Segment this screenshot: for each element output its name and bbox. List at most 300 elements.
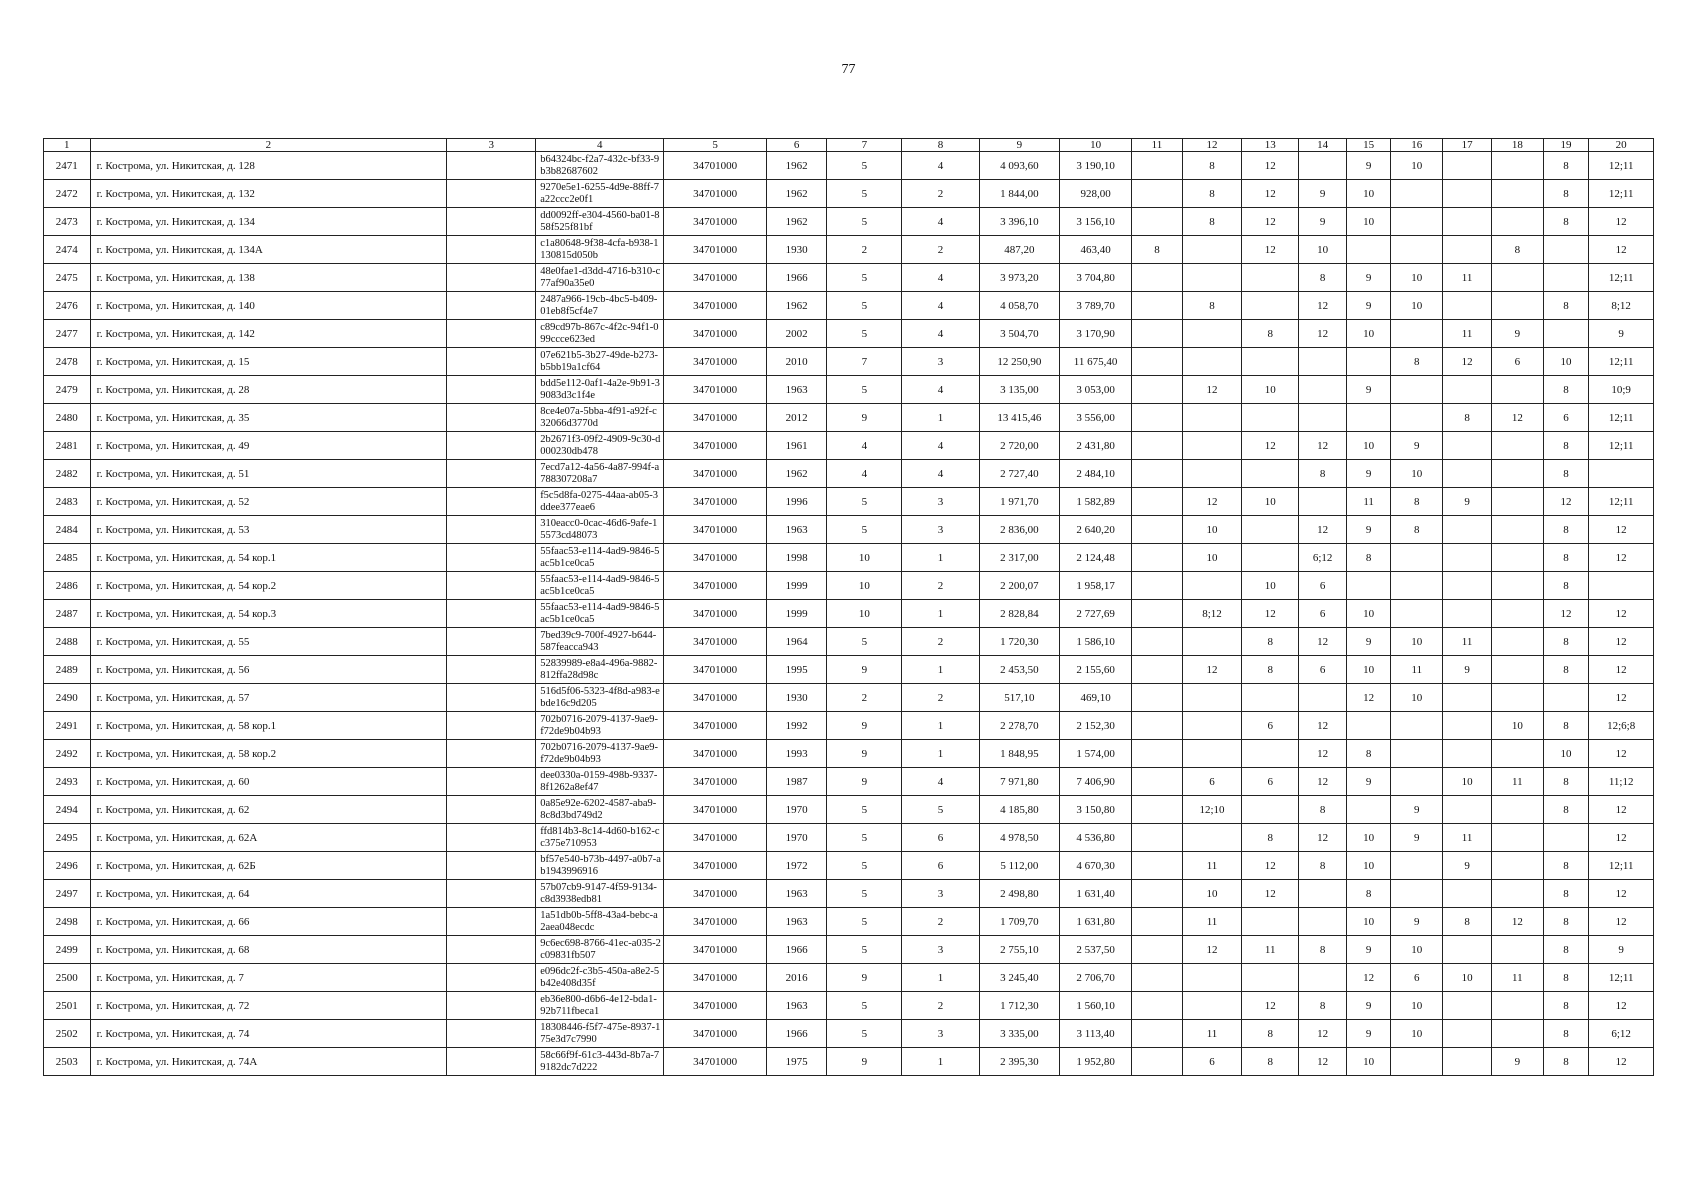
col14-cell: 12	[1299, 824, 1347, 852]
table-row	[44, 404, 1654, 432]
col19-cell: 6	[1543, 404, 1589, 432]
oktmo-cell: 34701000	[664, 712, 767, 740]
housing-register-table-wrapper	[43, 138, 1654, 1076]
floors-cell: 5	[827, 320, 902, 348]
entrances-cell: 4	[902, 292, 979, 320]
guid-cell: bf57e540-b73b-4497-a0b7-ab1943996916	[536, 852, 664, 880]
col16-cell	[1391, 236, 1443, 264]
table-row	[44, 152, 1654, 180]
oktmo-cell: 34701000	[664, 796, 767, 824]
floors-cell: 9	[827, 768, 902, 796]
col16-cell: 10	[1391, 628, 1443, 656]
col18-cell	[1491, 936, 1543, 964]
address-cell: г. Кострома, ул. Никитская, д. 49	[90, 432, 447, 460]
table-row	[44, 600, 1654, 628]
address-cell: г. Кострома, ул. Никитская, д. 140	[90, 292, 447, 320]
oktmo-cell: 34701000	[664, 152, 767, 180]
column-header-11: 11	[1132, 139, 1183, 152]
table-row	[44, 908, 1654, 936]
floors-cell: 9	[827, 964, 902, 992]
col17-cell	[1443, 180, 1492, 208]
col11-cell	[1132, 180, 1183, 208]
col12-cell	[1182, 460, 1241, 488]
col20-cell: 11;12	[1589, 768, 1654, 796]
col3-cell	[447, 208, 536, 236]
col15-cell	[1346, 712, 1390, 740]
col15-cell	[1346, 348, 1390, 376]
col11-cell	[1132, 628, 1183, 656]
col15-cell: 10	[1346, 1048, 1390, 1076]
row-number-cell: 2485	[44, 544, 91, 572]
year-cell: 1972	[766, 852, 826, 880]
col19-cell: 8	[1543, 936, 1589, 964]
col18-cell	[1491, 180, 1543, 208]
col16-cell	[1391, 1048, 1443, 1076]
guid-cell: 18308446-f5f7-475e-8937-175e3d7c7990	[536, 1020, 664, 1048]
entrances-cell: 4	[902, 264, 979, 292]
total-area-cell: 1 844,00	[979, 180, 1059, 208]
year-cell: 1962	[766, 152, 826, 180]
year-cell: 1962	[766, 180, 826, 208]
living-area-cell: 1 582,89	[1060, 488, 1132, 516]
floors-cell: 5	[827, 516, 902, 544]
col13-cell: 8	[1242, 1048, 1299, 1076]
col14-cell: 8	[1299, 992, 1347, 1020]
col18-cell: 11	[1491, 964, 1543, 992]
col18-cell	[1491, 292, 1543, 320]
col16-cell: 8	[1391, 488, 1443, 516]
row-number-cell: 2476	[44, 292, 91, 320]
col14-cell: 12	[1299, 628, 1347, 656]
col17-cell	[1443, 992, 1492, 1020]
year-cell: 2016	[766, 964, 826, 992]
row-number-cell: 2486	[44, 572, 91, 600]
address-cell: г. Кострома, ул. Никитская, д. 138	[90, 264, 447, 292]
col14-cell: 9	[1299, 180, 1347, 208]
col12-cell: 8	[1182, 208, 1241, 236]
col16-cell	[1391, 880, 1443, 908]
col13-cell	[1242, 264, 1299, 292]
col14-cell	[1299, 880, 1347, 908]
col16-cell: 10	[1391, 460, 1443, 488]
col14-cell: 6	[1299, 600, 1347, 628]
table-row	[44, 376, 1654, 404]
column-header-3: 3	[447, 139, 536, 152]
col20-cell: 12	[1589, 600, 1654, 628]
living-area-cell: 2 152,30	[1060, 712, 1132, 740]
col15-cell	[1346, 236, 1390, 264]
col12-cell: 6	[1182, 768, 1241, 796]
row-number-cell: 2488	[44, 628, 91, 656]
column-header-8: 8	[902, 139, 979, 152]
col14-cell	[1299, 684, 1347, 712]
total-area-cell: 2 828,84	[979, 600, 1059, 628]
col17-cell	[1443, 208, 1492, 236]
col14-cell: 8	[1299, 796, 1347, 824]
col11-cell	[1132, 516, 1183, 544]
col18-cell: 8	[1491, 236, 1543, 264]
col11-cell	[1132, 936, 1183, 964]
address-cell: г. Кострома, ул. Никитская, д. 54 кор.1	[90, 544, 447, 572]
col19-cell: 8	[1543, 460, 1589, 488]
col16-cell: 6	[1391, 964, 1443, 992]
column-header-19: 19	[1543, 139, 1589, 152]
table-row	[44, 796, 1654, 824]
guid-cell: 57b07cb9-9147-4f59-9134-c8d3938edb81	[536, 880, 664, 908]
col17-cell: 11	[1443, 824, 1492, 852]
col3-cell	[447, 908, 536, 936]
col20-cell: 12;11	[1589, 152, 1654, 180]
col17-cell	[1443, 740, 1492, 768]
col18-cell	[1491, 628, 1543, 656]
guid-cell: 55faac53-e114-4ad9-9846-5ac5b1ce0ca5	[536, 544, 664, 572]
col3-cell	[447, 1048, 536, 1076]
col20-cell: 12	[1589, 1048, 1654, 1076]
guid-cell: 52839989-e8a4-496a-9882-812ffa28d98c	[536, 656, 664, 684]
col11-cell	[1132, 852, 1183, 880]
guid-cell: 7ecd7a12-4a56-4a87-994f-a788307208a7	[536, 460, 664, 488]
year-cell: 1961	[766, 432, 826, 460]
entrances-cell: 3	[902, 488, 979, 516]
col16-cell	[1391, 544, 1443, 572]
col20-cell: 12	[1589, 656, 1654, 684]
row-number-cell: 2482	[44, 460, 91, 488]
col19-cell: 8	[1543, 208, 1589, 236]
year-cell: 1963	[766, 880, 826, 908]
col3-cell	[447, 1020, 536, 1048]
col14-cell: 6	[1299, 656, 1347, 684]
entrances-cell: 1	[902, 740, 979, 768]
col15-cell: 9	[1346, 292, 1390, 320]
address-cell: г. Кострома, ул. Никитская, д. 15	[90, 348, 447, 376]
col3-cell	[447, 656, 536, 684]
table-row	[44, 992, 1654, 1020]
entrances-cell: 6	[902, 824, 979, 852]
column-header-20: 20	[1589, 139, 1654, 152]
col18-cell	[1491, 432, 1543, 460]
floors-cell: 10	[827, 544, 902, 572]
oktmo-cell: 34701000	[664, 992, 767, 1020]
col11-cell	[1132, 992, 1183, 1020]
col14-cell: 10	[1299, 236, 1347, 264]
col17-cell: 10	[1443, 768, 1492, 796]
guid-cell: 702b0716-2079-4137-9ae9-f72de9b04b93	[536, 712, 664, 740]
total-area-cell: 3 245,40	[979, 964, 1059, 992]
col13-cell: 8	[1242, 824, 1299, 852]
address-cell: г. Кострома, ул. Никитская, д. 58 кор.1	[90, 712, 447, 740]
col20-cell: 12;11	[1589, 488, 1654, 516]
col3-cell	[447, 824, 536, 852]
guid-cell: bdd5e112-0af1-4a2e-9b91-39083d3c1f4e	[536, 376, 664, 404]
address-cell: г. Кострома, ул. Никитская, д. 62Б	[90, 852, 447, 880]
row-number-cell: 2472	[44, 180, 91, 208]
entrances-cell: 6	[902, 852, 979, 880]
total-area-cell: 1 720,30	[979, 628, 1059, 656]
living-area-cell: 1 560,10	[1060, 992, 1132, 1020]
entrances-cell: 1	[902, 544, 979, 572]
floors-cell: 2	[827, 684, 902, 712]
year-cell: 1970	[766, 824, 826, 852]
col13-cell: 11	[1242, 936, 1299, 964]
col12-cell	[1182, 824, 1241, 852]
guid-cell: 55faac53-e114-4ad9-9846-5ac5b1ce0ca5	[536, 572, 664, 600]
col18-cell	[1491, 544, 1543, 572]
col16-cell	[1391, 180, 1443, 208]
col20-cell: 12;11	[1589, 964, 1654, 992]
living-area-cell: 463,40	[1060, 236, 1132, 264]
col15-cell: 10	[1346, 656, 1390, 684]
floors-cell: 9	[827, 740, 902, 768]
col15-cell: 8	[1346, 880, 1390, 908]
row-number-cell: 2477	[44, 320, 91, 348]
col14-cell: 12	[1299, 320, 1347, 348]
col17-cell	[1443, 1048, 1492, 1076]
col15-cell: 9	[1346, 768, 1390, 796]
year-cell: 1963	[766, 992, 826, 1020]
entrances-cell: 4	[902, 432, 979, 460]
entrances-cell: 1	[902, 1048, 979, 1076]
col3-cell	[447, 516, 536, 544]
col13-cell: 12	[1242, 852, 1299, 880]
col12-cell	[1182, 404, 1241, 432]
col20-cell	[1589, 572, 1654, 600]
column-header-17: 17	[1443, 139, 1492, 152]
col3-cell	[447, 488, 536, 516]
col19-cell	[1543, 236, 1589, 264]
row-number-cell: 2490	[44, 684, 91, 712]
guid-cell: 58c66f9f-61c3-443d-8b7a-79182dc7d222	[536, 1048, 664, 1076]
col19-cell: 10	[1543, 740, 1589, 768]
col14-cell	[1299, 152, 1347, 180]
row-number-cell: 2483	[44, 488, 91, 516]
table-row	[44, 1048, 1654, 1076]
living-area-cell: 1 631,40	[1060, 880, 1132, 908]
col12-cell: 8	[1182, 292, 1241, 320]
col20-cell: 12;11	[1589, 852, 1654, 880]
col20-cell: 12	[1589, 236, 1654, 264]
col3-cell	[447, 936, 536, 964]
col19-cell: 8	[1543, 292, 1589, 320]
row-number-cell: 2495	[44, 824, 91, 852]
total-area-cell: 4 978,50	[979, 824, 1059, 852]
entrances-cell: 2	[902, 180, 979, 208]
col18-cell	[1491, 880, 1543, 908]
total-area-cell: 3 335,00	[979, 1020, 1059, 1048]
col17-cell: 11	[1443, 628, 1492, 656]
row-number-cell: 2473	[44, 208, 91, 236]
col11-cell	[1132, 264, 1183, 292]
col16-cell	[1391, 208, 1443, 236]
col19-cell: 8	[1543, 572, 1589, 600]
oktmo-cell: 34701000	[664, 572, 767, 600]
col17-cell	[1443, 936, 1492, 964]
total-area-cell: 2 453,50	[979, 656, 1059, 684]
total-area-cell: 2 727,40	[979, 460, 1059, 488]
page-number: 77	[841, 62, 856, 77]
total-area-cell: 3 396,10	[979, 208, 1059, 236]
col17-cell	[1443, 516, 1492, 544]
col13-cell: 12	[1242, 880, 1299, 908]
entrances-cell: 3	[902, 880, 979, 908]
entrances-cell: 4	[902, 152, 979, 180]
col19-cell: 8	[1543, 516, 1589, 544]
col19-cell: 8	[1543, 628, 1589, 656]
address-cell: г. Кострома, ул. Никитская, д. 66	[90, 908, 447, 936]
oktmo-cell: 34701000	[664, 404, 767, 432]
col13-cell	[1242, 460, 1299, 488]
year-cell: 1962	[766, 208, 826, 236]
entrances-cell: 3	[902, 936, 979, 964]
floors-cell: 5	[827, 908, 902, 936]
col20-cell: 9	[1589, 936, 1654, 964]
col18-cell	[1491, 684, 1543, 712]
col13-cell: 12	[1242, 992, 1299, 1020]
col11-cell	[1132, 656, 1183, 684]
col18-cell	[1491, 740, 1543, 768]
col17-cell	[1443, 600, 1492, 628]
row-number-cell: 2501	[44, 992, 91, 1020]
address-cell: г. Кострома, ул. Никитская, д. 68	[90, 936, 447, 964]
floors-cell: 9	[827, 656, 902, 684]
col20-cell: 12	[1589, 824, 1654, 852]
col19-cell: 8	[1543, 796, 1589, 824]
col11-cell	[1132, 1020, 1183, 1048]
floors-cell: 9	[827, 712, 902, 740]
col12-cell	[1182, 320, 1241, 348]
floors-cell: 5	[827, 208, 902, 236]
col15-cell	[1346, 404, 1390, 432]
col16-cell: 11	[1391, 656, 1443, 684]
col19-cell: 8	[1543, 712, 1589, 740]
total-area-cell: 12 250,90	[979, 348, 1059, 376]
guid-cell: eb36e800-d6b6-4e12-bda1-92b711fbeca1	[536, 992, 664, 1020]
table-row	[44, 320, 1654, 348]
col11-cell	[1132, 880, 1183, 908]
col3-cell	[447, 628, 536, 656]
col18-cell: 12	[1491, 404, 1543, 432]
entrances-cell: 3	[902, 516, 979, 544]
entrances-cell: 2	[902, 992, 979, 1020]
col12-cell: 8	[1182, 152, 1241, 180]
col17-cell	[1443, 236, 1492, 264]
column-header-9: 9	[979, 139, 1059, 152]
total-area-cell: 3 135,00	[979, 376, 1059, 404]
floors-cell: 4	[827, 432, 902, 460]
table-row	[44, 572, 1654, 600]
col13-cell	[1242, 292, 1299, 320]
col13-cell: 12	[1242, 152, 1299, 180]
address-cell: г. Кострома, ул. Никитская, д. 56	[90, 656, 447, 684]
col11-cell	[1132, 824, 1183, 852]
floors-cell: 4	[827, 460, 902, 488]
living-area-cell: 3 170,90	[1060, 320, 1132, 348]
col14-cell: 12	[1299, 516, 1347, 544]
table-row	[44, 740, 1654, 768]
col20-cell: 12	[1589, 208, 1654, 236]
table-row	[44, 712, 1654, 740]
living-area-cell: 7 406,90	[1060, 768, 1132, 796]
floors-cell: 10	[827, 600, 902, 628]
col14-cell: 8	[1299, 264, 1347, 292]
col18-cell	[1491, 992, 1543, 1020]
living-area-cell: 2 706,70	[1060, 964, 1132, 992]
col3-cell	[447, 684, 536, 712]
table-row	[44, 684, 1654, 712]
col18-cell: 6	[1491, 348, 1543, 376]
col19-cell: 8	[1543, 1048, 1589, 1076]
column-header-15: 15	[1346, 139, 1390, 152]
year-cell: 1930	[766, 684, 826, 712]
oktmo-cell: 34701000	[664, 740, 767, 768]
oktmo-cell: 34701000	[664, 1020, 767, 1048]
col13-cell: 6	[1242, 768, 1299, 796]
oktmo-cell: 34701000	[664, 628, 767, 656]
col14-cell: 12	[1299, 712, 1347, 740]
row-number-cell: 2492	[44, 740, 91, 768]
address-cell: г. Кострома, ул. Никитская, д. 52	[90, 488, 447, 516]
housing-register-table	[43, 138, 1654, 1076]
col11-cell	[1132, 544, 1183, 572]
address-cell: г. Кострома, ул. Никитская, д. 60	[90, 768, 447, 796]
col11-cell	[1132, 964, 1183, 992]
col13-cell	[1242, 348, 1299, 376]
oktmo-cell: 34701000	[664, 964, 767, 992]
floors-cell: 5	[827, 992, 902, 1020]
col13-cell	[1242, 964, 1299, 992]
col19-cell: 8	[1543, 544, 1589, 572]
address-cell: г. Кострома, ул. Никитская, д. 74А	[90, 1048, 447, 1076]
row-number-cell: 2481	[44, 432, 91, 460]
col15-cell: 9	[1346, 936, 1390, 964]
total-area-cell: 3 973,20	[979, 264, 1059, 292]
col3-cell	[447, 460, 536, 488]
entrances-cell: 2	[902, 908, 979, 936]
oktmo-cell: 34701000	[664, 544, 767, 572]
oktmo-cell: 34701000	[664, 768, 767, 796]
table-row	[44, 936, 1654, 964]
living-area-cell: 1 952,80	[1060, 1048, 1132, 1076]
col15-cell	[1346, 572, 1390, 600]
guid-cell: 07e621b5-3b27-49de-b273-b5bb19a1cf64	[536, 348, 664, 376]
guid-cell: b64324bc-f2a7-432c-bf33-9b3b82687602	[536, 152, 664, 180]
address-cell: г. Кострома, ул. Никитская, д. 35	[90, 404, 447, 432]
row-number-cell: 2489	[44, 656, 91, 684]
col11-cell	[1132, 292, 1183, 320]
col16-cell: 8	[1391, 516, 1443, 544]
total-area-cell: 3 504,70	[979, 320, 1059, 348]
col3-cell	[447, 320, 536, 348]
col13-cell: 6	[1242, 712, 1299, 740]
col3-cell	[447, 740, 536, 768]
col17-cell	[1443, 1020, 1492, 1048]
table-row	[44, 292, 1654, 320]
year-cell: 1999	[766, 572, 826, 600]
col18-cell	[1491, 656, 1543, 684]
col18-cell: 12	[1491, 908, 1543, 936]
floors-cell: 5	[827, 488, 902, 516]
table-row	[44, 180, 1654, 208]
living-area-cell: 4 536,80	[1060, 824, 1132, 852]
guid-cell: dee0330a-0159-498b-9337-8f1262a8ef47	[536, 768, 664, 796]
entrances-cell: 4	[902, 320, 979, 348]
col13-cell	[1242, 908, 1299, 936]
guid-cell: c1a80648-9f38-4cfa-b938-1130815d050b	[536, 236, 664, 264]
col18-cell	[1491, 824, 1543, 852]
col15-cell: 9	[1346, 516, 1390, 544]
col20-cell: 12	[1589, 908, 1654, 936]
col14-cell	[1299, 376, 1347, 404]
address-cell: г. Кострома, ул. Никитская, д. 62	[90, 796, 447, 824]
